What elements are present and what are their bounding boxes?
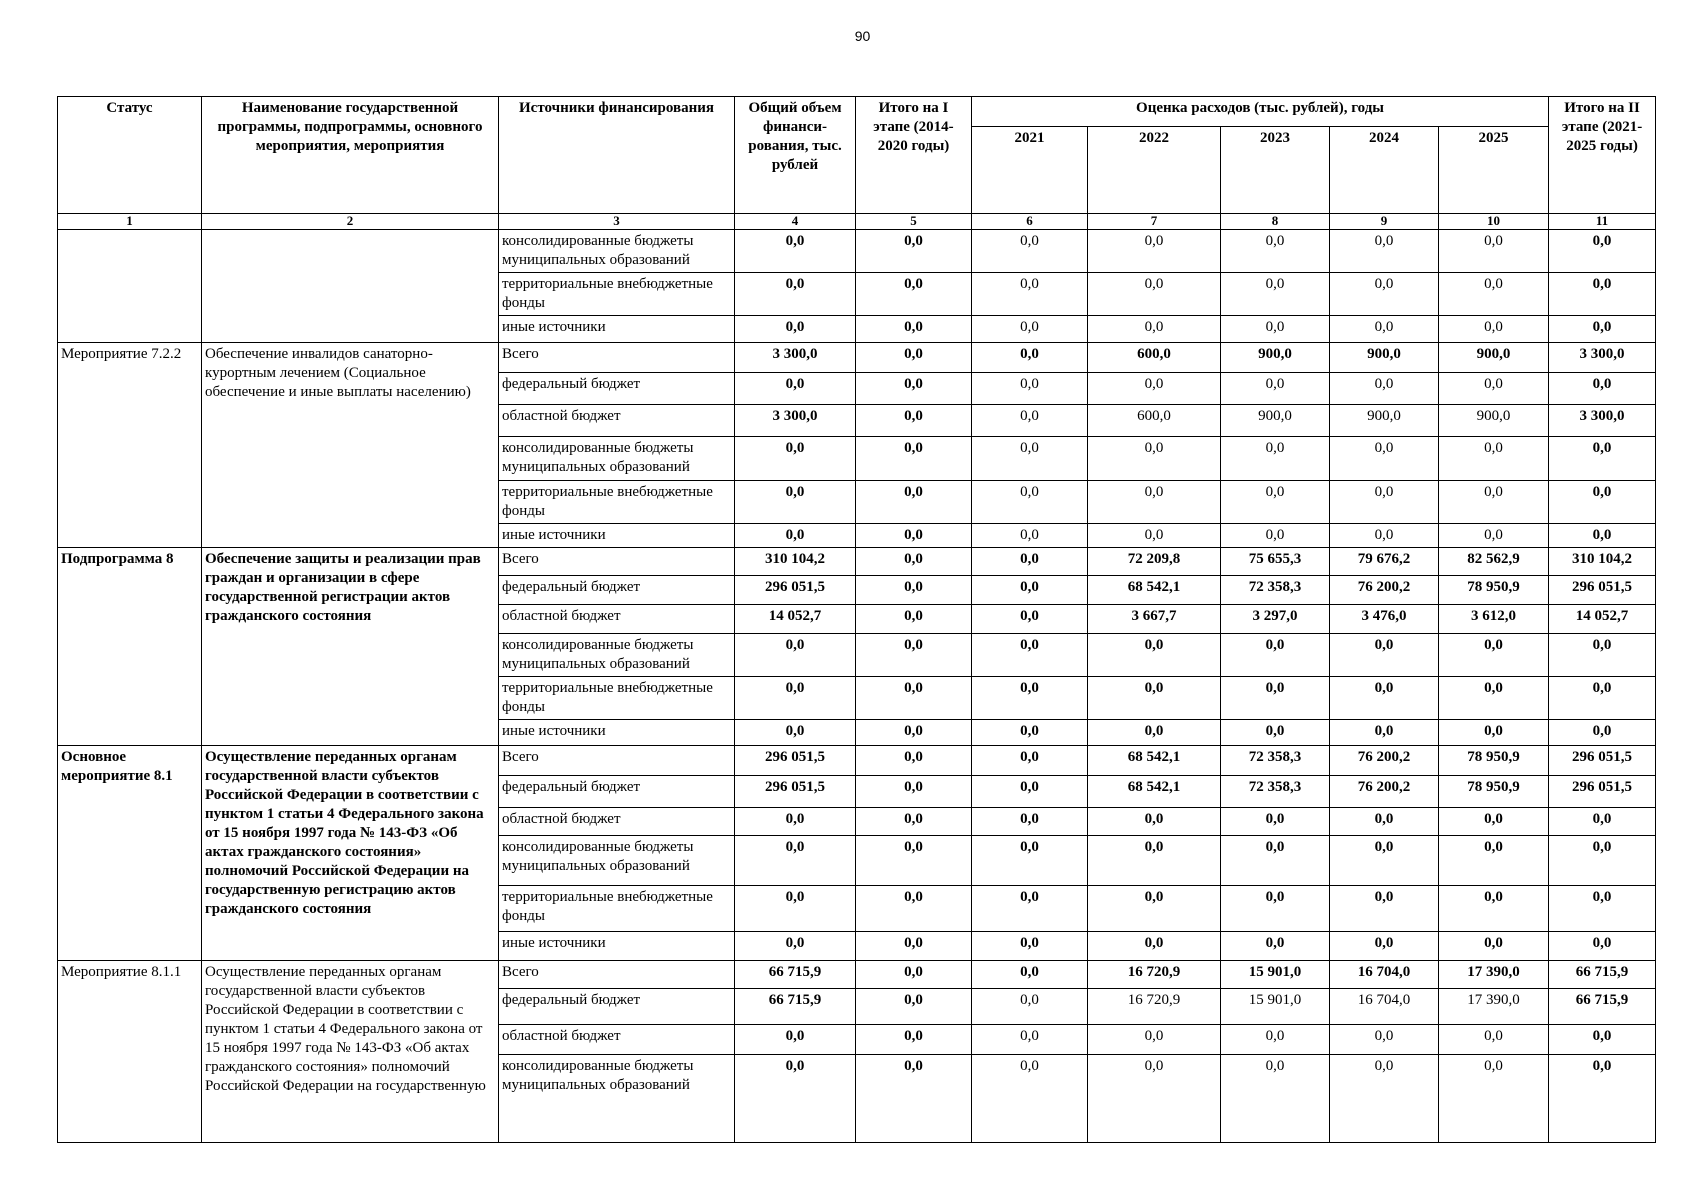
financing-source: федеральный бюджет [499,776,735,808]
value-cell: 0,0 [1439,230,1549,273]
value-cell: 0,0 [972,1025,1088,1055]
value-cell: 72 358,3 [1221,576,1330,605]
value-cell: 0,0 [1088,634,1221,677]
value-cell: 600,0 [1088,343,1221,373]
value-cell: 900,0 [1221,343,1330,373]
value-cell: 0,0 [856,720,972,746]
value-cell: 78 950,9 [1439,746,1549,776]
header-year: 2022 [1088,127,1221,214]
financing-source: федеральный бюджет [499,989,735,1025]
value-cell: 0,0 [1439,316,1549,343]
value-cell: 3 300,0 [1549,405,1656,437]
value-cell: 0,0 [1088,481,1221,524]
value-cell: 0,0 [856,273,972,316]
value-cell: 66 715,9 [1549,961,1656,989]
value-cell: 16 704,0 [1330,961,1439,989]
column-number: 6 [972,214,1088,230]
value-cell: 0,0 [735,1055,856,1143]
value-cell: 0,0 [972,961,1088,989]
header-estimate: Оценка расходов (тыс. рублей), годы [972,97,1549,127]
header-year: 2021 [972,127,1088,214]
value-cell: 0,0 [1439,677,1549,720]
financing-source: территориальные внебюджетные фонды [499,481,735,524]
value-cell: 0,0 [1549,437,1656,481]
value-cell: 0,0 [1549,886,1656,932]
row-name: Осуществление переданных органам государственной власти субъектов Российской Федерации в соответствии с пунктом 1 статьи 4 Федерального закона от 15 ноября 1997 года № 143-ФЗ «Об актах гражданского состояния» полномочий Российской Федерации на государственную регистрацию актов гражданского состояния [202,746,499,961]
value-cell: 0,0 [1330,481,1439,524]
value-cell: 0,0 [1088,886,1221,932]
value-cell: 0,0 [1330,316,1439,343]
value-cell: 0,0 [972,634,1088,677]
financing-source: иные источники [499,932,735,961]
value-cell: 0,0 [972,548,1088,576]
value-cell: 0,0 [1549,1055,1656,1143]
column-number: 5 [856,214,972,230]
value-cell: 76 200,2 [1330,776,1439,808]
value-cell: 0,0 [1330,273,1439,316]
value-cell: 0,0 [1088,808,1221,836]
value-cell: 0,0 [1549,524,1656,548]
value-cell: 0,0 [1549,808,1656,836]
column-number: 11 [1549,214,1656,230]
value-cell: 0,0 [1549,720,1656,746]
value-cell: 0,0 [1439,437,1549,481]
value-cell: 0,0 [856,230,972,273]
value-cell: 0,0 [1221,1025,1330,1055]
value-cell: 0,0 [1221,273,1330,316]
value-cell: 0,0 [856,576,972,605]
value-cell: 0,0 [972,677,1088,720]
value-cell: 0,0 [1439,481,1549,524]
financing-source: консолидированные бюджеты муниципальных образований [499,634,735,677]
value-cell: 0,0 [856,1055,972,1143]
value-cell: 0,0 [856,524,972,548]
value-cell: 0,0 [735,230,856,273]
value-cell: 0,0 [1221,932,1330,961]
value-cell: 14 052,7 [1549,605,1656,634]
value-cell: 0,0 [1549,273,1656,316]
value-cell: 0,0 [1088,720,1221,746]
value-cell: 0,0 [1221,677,1330,720]
value-cell: 0,0 [972,746,1088,776]
value-cell: 0,0 [972,989,1088,1025]
value-cell: 0,0 [1221,1055,1330,1143]
value-cell: 0,0 [856,343,972,373]
financing-source: федеральный бюджет [499,576,735,605]
value-cell: 0,0 [856,989,972,1025]
value-cell: 0,0 [972,576,1088,605]
value-cell: 0,0 [1221,720,1330,746]
financing-source: иные источники [499,524,735,548]
value-cell: 0,0 [1549,932,1656,961]
value-cell: 900,0 [1439,405,1549,437]
value-cell: 68 542,1 [1088,776,1221,808]
value-cell: 0,0 [1221,886,1330,932]
value-cell: 0,0 [1439,634,1549,677]
value-cell: 72 358,3 [1221,776,1330,808]
row-status [58,230,202,343]
value-cell: 76 200,2 [1330,576,1439,605]
row-name [202,230,499,343]
value-cell: 0,0 [1549,373,1656,405]
value-cell: 296 051,5 [1549,576,1656,605]
value-cell: 0,0 [1088,836,1221,886]
value-cell: 82 562,9 [1439,548,1549,576]
row-status: Подпрограмма 8 [58,548,202,746]
value-cell: 0,0 [1088,1055,1221,1143]
financing-source: консолидированные бюджеты муниципальных образований [499,836,735,886]
value-cell: 0,0 [1549,481,1656,524]
value-cell: 0,0 [735,273,856,316]
value-cell: 0,0 [972,836,1088,886]
financing-source: иные источники [499,720,735,746]
value-cell: 900,0 [1330,405,1439,437]
value-cell: 0,0 [1088,230,1221,273]
value-cell: 3 612,0 [1439,605,1549,634]
value-cell: 76 200,2 [1330,746,1439,776]
value-cell: 3 300,0 [735,405,856,437]
value-cell: 0,0 [1439,886,1549,932]
value-cell: 0,0 [856,373,972,405]
value-cell: 0,0 [1221,373,1330,405]
financing-source: территориальные внебюджетные фонды [499,677,735,720]
value-cell: 0,0 [1549,316,1656,343]
value-cell: 0,0 [1549,677,1656,720]
value-cell: 0,0 [735,524,856,548]
value-cell: 66 715,9 [735,989,856,1025]
value-cell: 0,0 [1330,932,1439,961]
value-cell: 0,0 [1439,932,1549,961]
value-cell: 900,0 [1330,343,1439,373]
value-cell: 0,0 [1439,720,1549,746]
value-cell: 0,0 [1439,1025,1549,1055]
value-cell: 0,0 [735,481,856,524]
value-cell: 0,0 [856,886,972,932]
financing-source: областной бюджет [499,405,735,437]
value-cell: 0,0 [856,437,972,481]
value-cell: 66 715,9 [1549,989,1656,1025]
value-cell: 296 051,5 [735,776,856,808]
value-cell: 0,0 [735,932,856,961]
value-cell: 0,0 [972,230,1088,273]
financing-source: иные источники [499,316,735,343]
value-cell: 0,0 [972,437,1088,481]
header-total: Общий объем финанси-рования, тыс. рублей [735,97,856,214]
value-cell: 0,0 [735,1025,856,1055]
value-cell: 0,0 [1330,1055,1439,1143]
value-cell: 15 901,0 [1221,989,1330,1025]
value-cell: 3 300,0 [1549,343,1656,373]
value-cell: 0,0 [856,316,972,343]
value-cell: 0,0 [1221,524,1330,548]
value-cell: 0,0 [735,437,856,481]
financing-source: Всего [499,343,735,373]
value-cell: 78 950,9 [1439,576,1549,605]
value-cell: 78 950,9 [1439,776,1549,808]
header-year: 2024 [1330,127,1439,214]
value-cell: 75 655,3 [1221,548,1330,576]
value-cell: 0,0 [972,720,1088,746]
value-cell: 0,0 [1549,836,1656,886]
value-cell: 296 051,5 [735,576,856,605]
value-cell: 0,0 [735,316,856,343]
value-cell: 0,0 [856,746,972,776]
value-cell: 0,0 [735,373,856,405]
value-cell: 0,0 [856,677,972,720]
value-cell: 900,0 [1221,405,1330,437]
value-cell: 3 476,0 [1330,605,1439,634]
value-cell: 0,0 [856,776,972,808]
financing-source: областной бюджет [499,808,735,836]
value-cell: 15 901,0 [1221,961,1330,989]
value-cell: 0,0 [1221,634,1330,677]
value-cell: 17 390,0 [1439,961,1549,989]
table-row [58,961,1656,989]
value-cell: 0,0 [972,273,1088,316]
header-row-1 [58,97,1656,127]
financing-source: консолидированные бюджеты муниципальных образований [499,230,735,273]
value-cell: 296 051,5 [735,746,856,776]
value-cell: 0,0 [856,808,972,836]
value-cell: 0,0 [1221,481,1330,524]
row-name: Осуществление переданных органам государственной власти субъектов Российской Федерации в соответствии с пунктом 1 статьи 4 Федерального закона от 15 ноября 1997 года № 143-ФЗ «Об актах гражданского состояния» полномочий Российской Федерации на государственную [202,961,499,1143]
financing-source: территориальные внебюджетные фонды [499,273,735,316]
table-row [58,230,1656,273]
value-cell: 0,0 [856,481,972,524]
header-stage1: Итого на I этапе (2014-2020 годы) [856,97,972,214]
column-number: 4 [735,214,856,230]
financing-source: областной бюджет [499,1025,735,1055]
value-cell: 0,0 [735,886,856,932]
table-row [58,343,1656,373]
value-cell: 0,0 [1330,437,1439,481]
table-row [58,548,1656,576]
value-cell: 310 104,2 [1549,548,1656,576]
value-cell: 68 542,1 [1088,746,1221,776]
value-cell: 0,0 [735,836,856,886]
value-cell: 0,0 [972,373,1088,405]
header-status: Статус [58,97,202,214]
value-cell: 0,0 [856,1025,972,1055]
value-cell: 0,0 [1088,373,1221,405]
financing-source: Всего [499,746,735,776]
value-cell: 0,0 [1088,524,1221,548]
financing-source: территориальные внебюджетные фонды [499,886,735,932]
page-number: 90 [854,28,871,44]
value-cell: 0,0 [972,481,1088,524]
value-cell: 0,0 [1221,836,1330,886]
column-number: 1 [58,214,202,230]
row-name: Обеспечение защиты и реализации прав граждан и организации в сфере государственной регистрации актов гражданского состояния [202,548,499,746]
financing-source: областной бюджет [499,605,735,634]
column-number: 2 [202,214,499,230]
financing-source: Всего [499,548,735,576]
header-stage2: Итого на II этапе (2021-2025 годы) [1549,97,1656,214]
value-cell: 0,0 [1330,1025,1439,1055]
value-cell: 0,0 [1330,677,1439,720]
value-cell: 0,0 [972,1055,1088,1143]
column-number: 9 [1330,214,1439,230]
table-row [58,746,1656,776]
value-cell: 296 051,5 [1549,746,1656,776]
row-name: Обеспечение инвалидов санаторно-курортным лечением (Социальное обеспечение и иные выплаты населению) [202,343,499,548]
value-cell: 0,0 [1549,634,1656,677]
value-cell: 0,0 [972,776,1088,808]
value-cell: 0,0 [735,677,856,720]
value-cell: 0,0 [1439,273,1549,316]
value-cell: 296 051,5 [1549,776,1656,808]
value-cell: 0,0 [735,808,856,836]
value-cell: 0,0 [1330,720,1439,746]
row-status: Основное мероприятие 8.1 [58,746,202,961]
financing-source: консолидированные бюджеты муниципальных образований [499,437,735,481]
value-cell: 0,0 [1330,886,1439,932]
value-cell: 600,0 [1088,405,1221,437]
value-cell: 0,0 [856,836,972,886]
value-cell: 0,0 [1088,316,1221,343]
value-cell: 0,0 [1439,836,1549,886]
value-cell: 0,0 [856,548,972,576]
value-cell: 0,0 [972,343,1088,373]
value-cell: 0,0 [1330,230,1439,273]
financing-source: консолидированные бюджеты муниципальных образований [499,1055,735,1143]
value-cell: 0,0 [856,961,972,989]
value-cell: 14 052,7 [735,605,856,634]
table-body [58,230,1656,1143]
value-cell: 0,0 [1088,677,1221,720]
value-cell: 0,0 [1221,808,1330,836]
header-year: 2023 [1221,127,1330,214]
value-cell: 0,0 [1221,437,1330,481]
column-number: 7 [1088,214,1221,230]
header-year: 2025 [1439,127,1549,214]
value-cell: 0,0 [1439,1055,1549,1143]
value-cell: 0,0 [972,808,1088,836]
header-name: Наименование государственной программы, подпрограммы, основного мероприятия, мероприятия [202,97,499,214]
value-cell: 0,0 [972,932,1088,961]
column-number: 10 [1439,214,1549,230]
value-cell: 0,0 [972,316,1088,343]
value-cell: 0,0 [1439,808,1549,836]
row-status: Мероприятие 7.2.2 [58,343,202,548]
value-cell: 0,0 [972,405,1088,437]
value-cell: 0,0 [735,634,856,677]
value-cell: 900,0 [1439,343,1549,373]
value-cell: 17 390,0 [1439,989,1549,1025]
value-cell: 72 358,3 [1221,746,1330,776]
financing-table [57,96,1656,1143]
value-cell: 0,0 [1439,524,1549,548]
value-cell: 0,0 [856,634,972,677]
value-cell: 0,0 [1439,373,1549,405]
value-cell: 0,0 [1088,1025,1221,1055]
value-cell: 0,0 [972,886,1088,932]
value-cell: 0,0 [1221,316,1330,343]
value-cell: 0,0 [1088,273,1221,316]
value-cell: 0,0 [1330,634,1439,677]
column-number: 3 [499,214,735,230]
value-cell: 72 209,8 [1088,548,1221,576]
value-cell: 0,0 [972,524,1088,548]
column-number: 8 [1221,214,1330,230]
value-cell: 16 720,9 [1088,961,1221,989]
value-cell: 0,0 [1330,373,1439,405]
value-cell: 0,0 [1549,230,1656,273]
header-sources: Источники финансирования [499,97,735,214]
value-cell: 0,0 [856,405,972,437]
value-cell: 0,0 [1088,437,1221,481]
value-cell: 79 676,2 [1330,548,1439,576]
column-numbers-row [58,214,1656,230]
value-cell: 3 300,0 [735,343,856,373]
financing-source: федеральный бюджет [499,373,735,405]
value-cell: 0,0 [856,932,972,961]
value-cell: 68 542,1 [1088,576,1221,605]
value-cell: 0,0 [856,605,972,634]
value-cell: 66 715,9 [735,961,856,989]
value-cell: 3 297,0 [1221,605,1330,634]
value-cell: 0,0 [1221,230,1330,273]
value-cell: 16 720,9 [1088,989,1221,1025]
value-cell: 0,0 [972,605,1088,634]
value-cell: 0,0 [1088,932,1221,961]
value-cell: 310 104,2 [735,548,856,576]
value-cell: 16 704,0 [1330,989,1439,1025]
value-cell: 0,0 [1330,524,1439,548]
value-cell: 3 667,7 [1088,605,1221,634]
value-cell: 0,0 [1330,836,1439,886]
value-cell: 0,0 [1549,1025,1656,1055]
value-cell: 0,0 [1330,808,1439,836]
row-status: Мероприятие 8.1.1 [58,961,202,1143]
value-cell: 0,0 [735,720,856,746]
financing-source: Всего [499,961,735,989]
